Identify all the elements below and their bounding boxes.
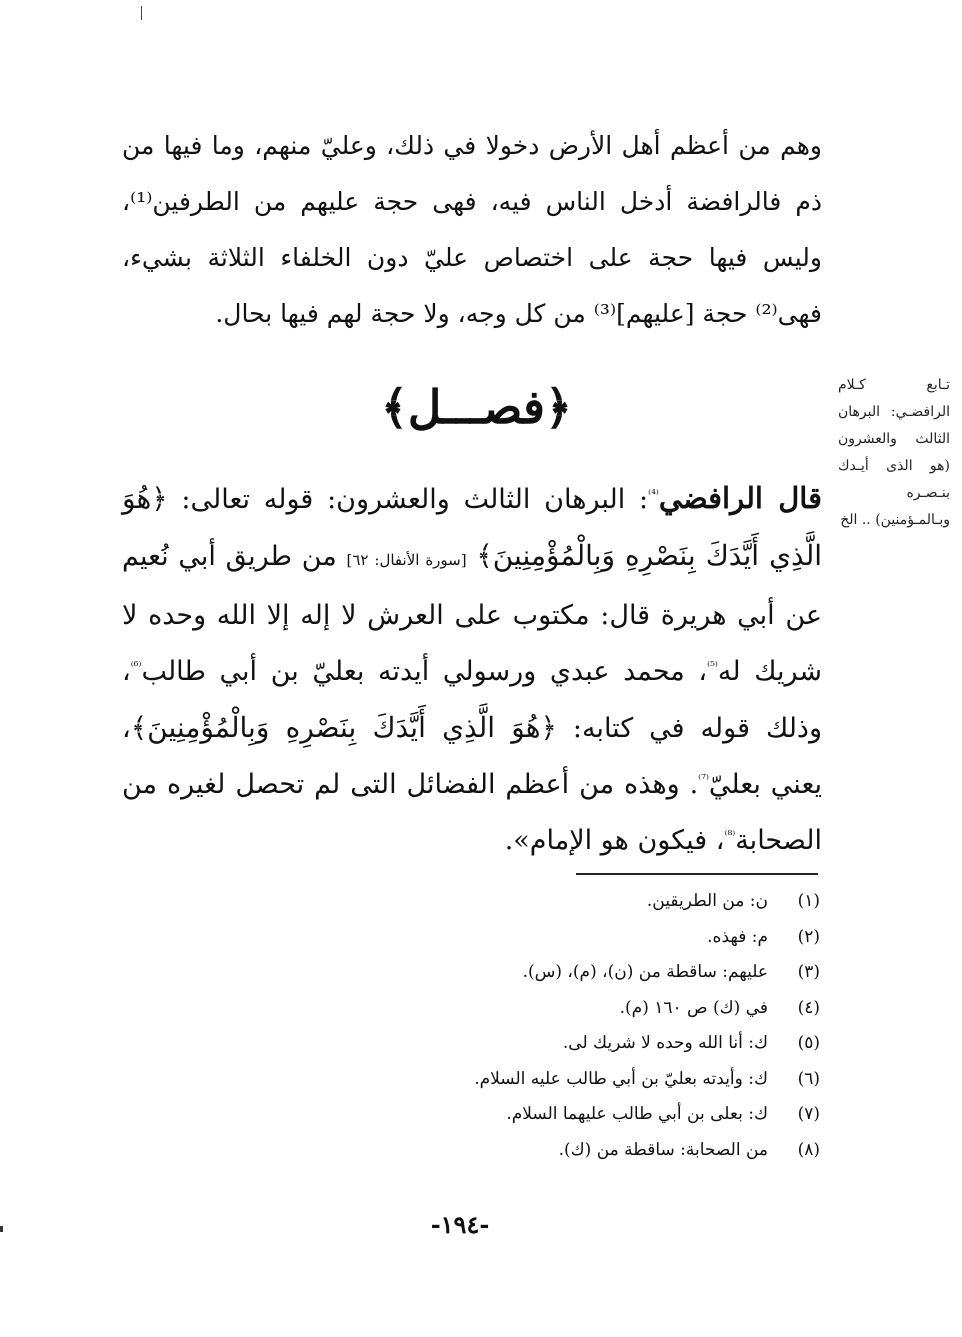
footnote-number: (٥) — [797, 1033, 820, 1053]
footnote-ref-8: ⁽⁸⁾ — [724, 828, 736, 842]
footnote-number: (٢) — [797, 926, 820, 947]
quran-verse: ﴿هُوَ الَّذِي أَيَّدَكَ بِنَصْرِهِ وَبِالْمُؤْمِنِينَ﴾ — [130, 711, 557, 744]
footnote-ref-5: ⁽⁵⁾ — [707, 659, 718, 673]
footnote-item — [300, 1097, 820, 1133]
footnote-ref-7: ⁽⁷⁾ — [698, 772, 709, 786]
main-paragraph — [122, 470, 822, 869]
footnote-text: في (ك) ص ١٦٠ (م). — [619, 997, 768, 1018]
scan-edge-mark — [0, 1226, 3, 1232]
footnote-text: م: فهذه. — [707, 926, 768, 947]
footnote-text: ن: من الطريقين. — [646, 891, 768, 911]
footnote-item — [300, 1062, 820, 1098]
footnotes-list — [300, 884, 820, 1168]
narration-text: . وهذه من أعظم الفضائل التى لم تحصل لغيره من الصحابة — [122, 769, 822, 856]
footnote-text: ك: بعلى بن أبي طالب عليهما السلام. — [506, 1104, 768, 1124]
narration-text: ، محمد عبدي ورسولي أيدته بعليّ بن أبي طالب — [141, 656, 708, 687]
footnote-item — [300, 1026, 820, 1062]
footnote-text: ك: وأيدته بعليّ بن أبي طالب عليه السلام. — [474, 1068, 768, 1089]
top-paragraph: وهم من أعظم أهل الأرض دخولا في ذلك، وعليّ منهم، وما فيها من ذم فالرافضة أدخل الناس فيه، فهى حجة عليهم من الطرفين⁽¹⁾، وليس فيها حجة على اختصاص عليّ دون الخلفاء الثلاثة بشيء، فهى⁽²⁾ حجة [عليهم]⁽³⁾ من كل وجه، ولا حجة لهم فيها بحال. — [122, 131, 822, 328]
footnote-number: (٨) — [797, 1139, 820, 1160]
footnote-text: من الصحابة: ساقطة من (ك). — [558, 1139, 768, 1160]
footnote-item — [300, 955, 820, 991]
footnote-item — [300, 884, 820, 920]
speaker-label: قال الرافضي — [658, 481, 823, 515]
footnote-item — [300, 991, 820, 1027]
footnote-number: (٤) — [797, 997, 820, 1018]
page-number: -١٩٤- — [430, 1210, 490, 1239]
footnote-ref-4: ⁽⁴⁾ — [648, 487, 659, 501]
quran-verse: ﴿هُوَ الَّذِي أَيَّدَكَ بِنَصْرِهِ وَبِالْمُؤْمِنِينَ﴾ — [122, 482, 823, 572]
footnote-number: (٣) — [797, 962, 820, 982]
scan-mark — [141, 6, 142, 20]
narration-text: ، يعني بعليّ — [122, 713, 822, 800]
narration-text: من طريق أبي نُعيم عن أبي هريرة قال: مكتوب على العرش لا إله إلا الله وحده لا شريك له — [122, 541, 822, 687]
section-heading: ﴿فصـــل﴾ — [380, 380, 572, 434]
verse-reference: [سورة الأنفال: ٦٢] — [346, 551, 467, 569]
narration-text: ، وذلك قوله في كتابه: — [122, 656, 822, 744]
footnote-item — [300, 1133, 820, 1169]
footnote-divider — [576, 873, 818, 875]
footnote-number: (٦) — [797, 1068, 820, 1089]
margin-note: تـابع كـلام الرافضـي: البرهان الثالث والعشرون (هو الذى أيـدك بنـصـره وبـالمـؤمنين) .. الخ — [838, 377, 950, 528]
footnote-number: (١) — [797, 891, 820, 911]
argument-intro: : البرهان الثالث والعشرون: قوله تعالى: — [181, 484, 649, 515]
footnote-text: ك: أنا الله وحده لا شريك لى. — [562, 1033, 768, 1053]
narration-text: ، فيكون هو الإمام». — [504, 825, 725, 856]
footnote-item — [300, 920, 820, 956]
footnote-ref-6: ⁽⁶⁾ — [130, 659, 142, 673]
footnote-number: (٧) — [797, 1104, 820, 1124]
footnote-text: عليهم: ساقطة من (ن)، (م)، (س). — [522, 962, 768, 982]
